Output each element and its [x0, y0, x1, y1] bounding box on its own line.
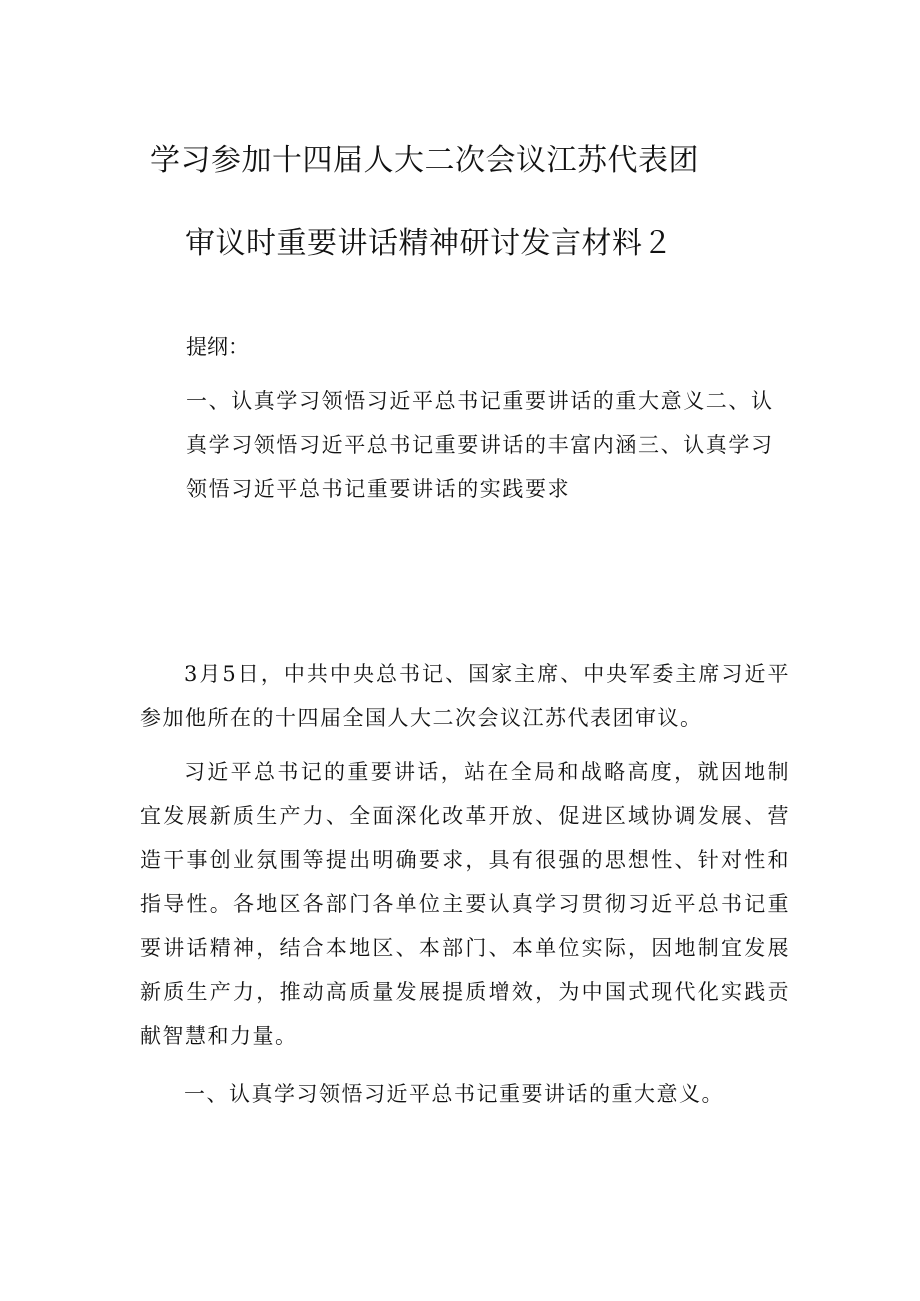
outline-label: 提纲：	[186, 335, 249, 359]
paragraph-intro: 3月5日，中共中央总书记、国家主席、中央军委主席习近平参加他所在的十四届全国人大二次会议江苏代表团审议。	[140, 662, 790, 730]
outline-section	[186, 333, 786, 511]
document-title-line-2: 审议时重要讲话精神研讨发言材料２	[185, 226, 673, 261]
outline-text: 一、认真学习领悟习近平总书记重要讲话的重大意义二、认真学习领悟习近平总书记重要讲话的丰富内涵三、认真学习领悟习近平总书记重要讲话的实践要求	[186, 389, 774, 501]
section-heading-1: 一、认真学习领悟习近平总书记重要讲话的重大意义。	[184, 1082, 724, 1106]
paragraph-main: 习近平总书记的重要讲话，站在全局和战略高度，就因地制宜发展新质生产力、全面深化改革开放、促进区域协调发展、营造干事创业氛围等提出明确要求，具有很强的思想性、针对性和指导性。各地区各部门各单位主要认真学习贯彻习近平总书记重要讲话精神，结合本地区、本部门、本单位实际，因地制宜发展新质生产力，推动高质量发展提质增效，为中国式现代化实践贡献智慧和力量。	[140, 760, 790, 1048]
document-title-line-1: 学习参加十四届人大二次会议江苏代表团	[150, 143, 699, 178]
document-body	[140, 652, 790, 1130]
